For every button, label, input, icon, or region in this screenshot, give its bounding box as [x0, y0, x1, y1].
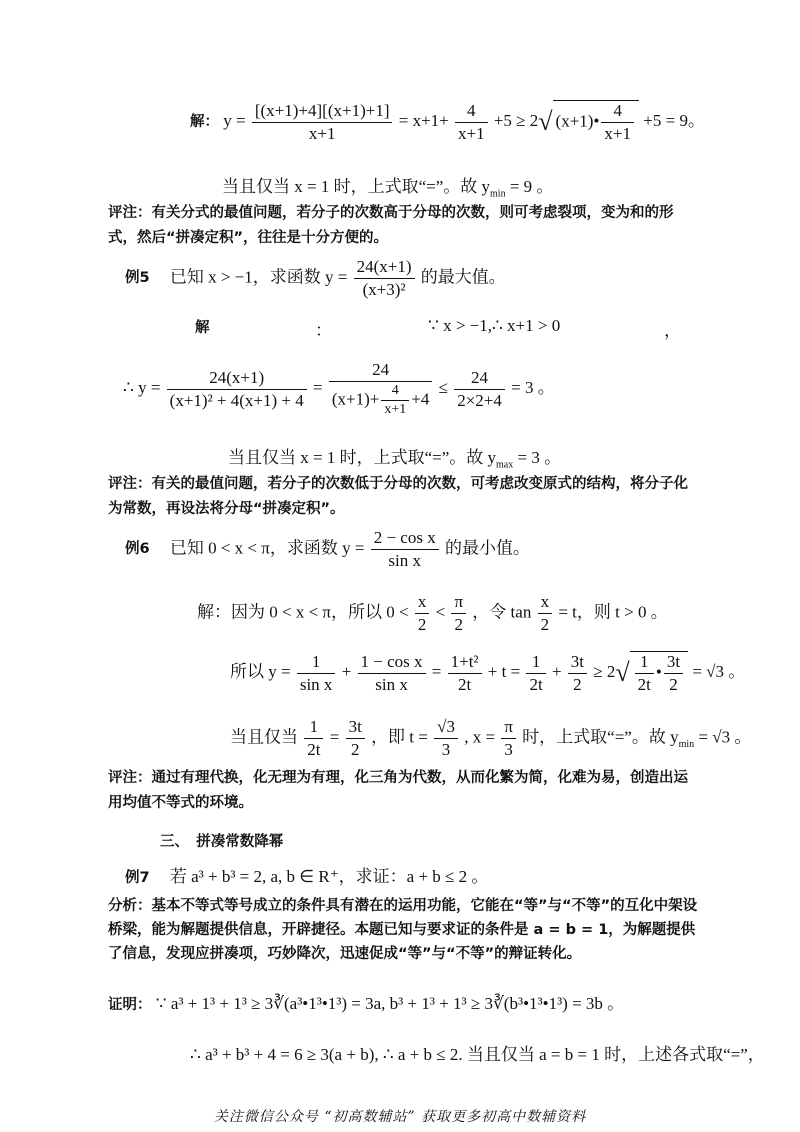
fraction: $\frac{\pi}{3}$: [501, 717, 516, 760]
denominator: (x+1)+ $\frac{4}{x+1}$ +4: [331, 383, 430, 417]
sqrt-body: (x+1)• $\frac{4}{x+1}$: [553, 100, 639, 144]
footer-note: 关注微信公众号 “初高数辅站” 获取更多初高中数辅资料: [213, 1109, 587, 1125]
fraction: $\frac{4}{x+1}$: [455, 101, 488, 144]
fraction: 24 (x+1)+ $\frac{4}{x+1}$ +4: [329, 360, 433, 418]
proof-line-2: ∴ a³ + b³ + 4 = 6 ≥ 3(a + b), ∴ a + b ≤ 2. 当且仅当 a = b = 1 时，上述各式取“=”，: [190, 1045, 765, 1064]
sqrt-icon: √: [615, 658, 630, 687]
example-5-colon: ：: [315, 321, 332, 340]
example-5-reason: ∵ x > −1,∴ x+1 > 0: [428, 316, 561, 335]
solution1-formula: 解： y = $\frac{[(x+1)+4][(x+1)+1]}{x+1}$ = x+1+ $\frac{4}{x+1}$ +5 ≥ 2√ (x+1)• $\frac{4}{x+1}$ +5 = 9。: [190, 100, 705, 143]
note-2: 评注：有关的最值问题，若分子的次数低于分母的次数，可考虑改变原式的结构，将分子化为常数，再设法将分母“拼凑定积”。: [108, 476, 688, 517]
fraction: $\frac{\text{2 − cos x}}{\text{sin x}}$: [371, 528, 439, 571]
fraction: $\frac{4}{x+1}$: [381, 383, 409, 418]
solution1-condition: 当且仅当 x = 1 时，上式取“=”。故 $y_{min} = 9$ 。: [222, 177, 554, 200]
fraction: $\frac{1}{2t}$: [635, 652, 654, 695]
example-5-comma: ，: [664, 321, 681, 340]
example-6-substitution: 解：因为 0 < x < π，所以 0 < $\frac{x}{2}$ < $\frac{\pi}{2}$ ，令 tan $\frac{x}{2}$ = t，则 t > 0 。: [197, 592, 668, 634]
example-6-derivation: 所以 y = $\frac{1}{\text{sin x}}$ + $\frac{\text{1 − cos x}}{\text{sin x}}$ = $\frac{\text{1+t²}}{2t}$ + t = $\frac{1}{2t}$ + $\frac{3t}{2}$ ≥ 2√ $\frac{1}{2t}$ • $\frac{3t}{2}$ = √3 。: [230, 651, 746, 694]
fraction: $\frac{\pi}{2}$: [451, 592, 466, 635]
fraction: $\frac{1}{\text{sin x}}$: [297, 652, 336, 695]
example-6-condition: 当且仅当 $\frac{1}{2t}$ = $\frac{3t}{2}$ ，即 t = $\frac{√3}{3}$ , x = $\frac{\pi}{3}$ 时，上式取“=”。故 $y_{min} = √3$ 。: [230, 717, 752, 759]
note-1: 评注：有关分式的最值问题，若分子的次数高于分母的次数，则可考虑裂项，变为和的形式，然后“拼凑定积”，往往是十分方便的。: [108, 205, 674, 246]
fraction: $\frac{3t}{2}$: [346, 717, 365, 760]
fraction: $\frac{√3}{3}$: [434, 717, 458, 760]
section-heading: 三、 拼凑常数降幂: [160, 834, 284, 850]
fraction: $\frac{[(x+1)+4][(x+1)+1]}{x+1}$: [252, 101, 393, 144]
example-6: 例6 已知 0 < x < π，求函数 y = $\frac{\text{2 − cos x}}{\text{sin x}}$ 的最小值。: [125, 528, 530, 570]
fraction: $\frac{\text{1 − cos x}}{\text{sin x}}$: [358, 652, 426, 695]
example-5-solution-label: 解: [195, 320, 210, 336]
fraction: $\frac{1}{2t}$: [304, 717, 323, 760]
sqrt-icon: √: [538, 107, 553, 136]
fraction: $\frac{24(x+1)}{\text{(x+1)² + 4(x+1) + 4}}$: [167, 368, 307, 411]
fraction: $\frac{x}{2}$: [415, 592, 430, 635]
example-5-condition: 当且仅当 x = 1 时，上式取“=”。故 $y_{max} = 3$ 。: [228, 448, 562, 471]
example-7: 例7 若 a³ + b³ = 2, a, b ∈ R⁺，求证：a + b ≤ 2 。: [125, 867, 489, 886]
fraction: $\frac{\text{1+t²}}{2t}$: [448, 652, 482, 695]
fraction: $\frac{24}{2\times 2+4}$: [454, 368, 505, 411]
fraction: $\frac{1}{2t}$: [526, 652, 545, 695]
sqrt-body: $\frac{1}{2t}$ • $\frac{3t}{2}$: [630, 651, 688, 695]
example-5: 例5 已知 x > −1，求函数 y = $\frac{24(x+1)}{\text{(x+3)²}}$ 的最大值。: [125, 257, 506, 299]
fraction: $\frac{4}{x+1}$: [601, 101, 634, 144]
fraction: $\frac{3t}{2}$: [568, 652, 587, 695]
example-5-derivation: ∴ y = $\frac{24(x+1)}{\text{(x+1)² + 4(x+1) + 4}}$ = 24 (x+1)+ $\frac{4}{x+1}$ +4 ≤ $\frac{24}{2\times 2+4}$ = 3 。: [123, 360, 555, 417]
fraction: $\frac{24(x+1)}{\text{(x+3)²}}$: [354, 257, 415, 300]
proof-line-1: 证明： ∵ a³ + 1³ + 1³ ≥ 3∛(a³•1³•1³) = 3a, b³ + 1³ + 1³ ≥ 3∛(b³•1³•1³) = 3b 。: [108, 994, 625, 1013]
analysis-paragraph: 分析：基本不等式等号成立的条件具有潜在的运用功能，它能在“等”与“不等”的互化中架设桥梁，能为解题提供信息，开辟捷径。本题已知与要求证的条件是 a = b = 1，为解题提供了信息，发现应拼凑项，巧妙降次，迅速促成“等”与“不等”的辩证转化。: [108, 898, 698, 962]
fraction: $\frac{3t}{2}$: [664, 652, 683, 695]
fraction: $\frac{x}{2}$: [538, 592, 553, 635]
note-3: 评注：通过有理代换，化无理为有理，化三角为代数，从而化繁为简，化难为易，创造出运用均值不等式的环境。: [108, 770, 688, 811]
